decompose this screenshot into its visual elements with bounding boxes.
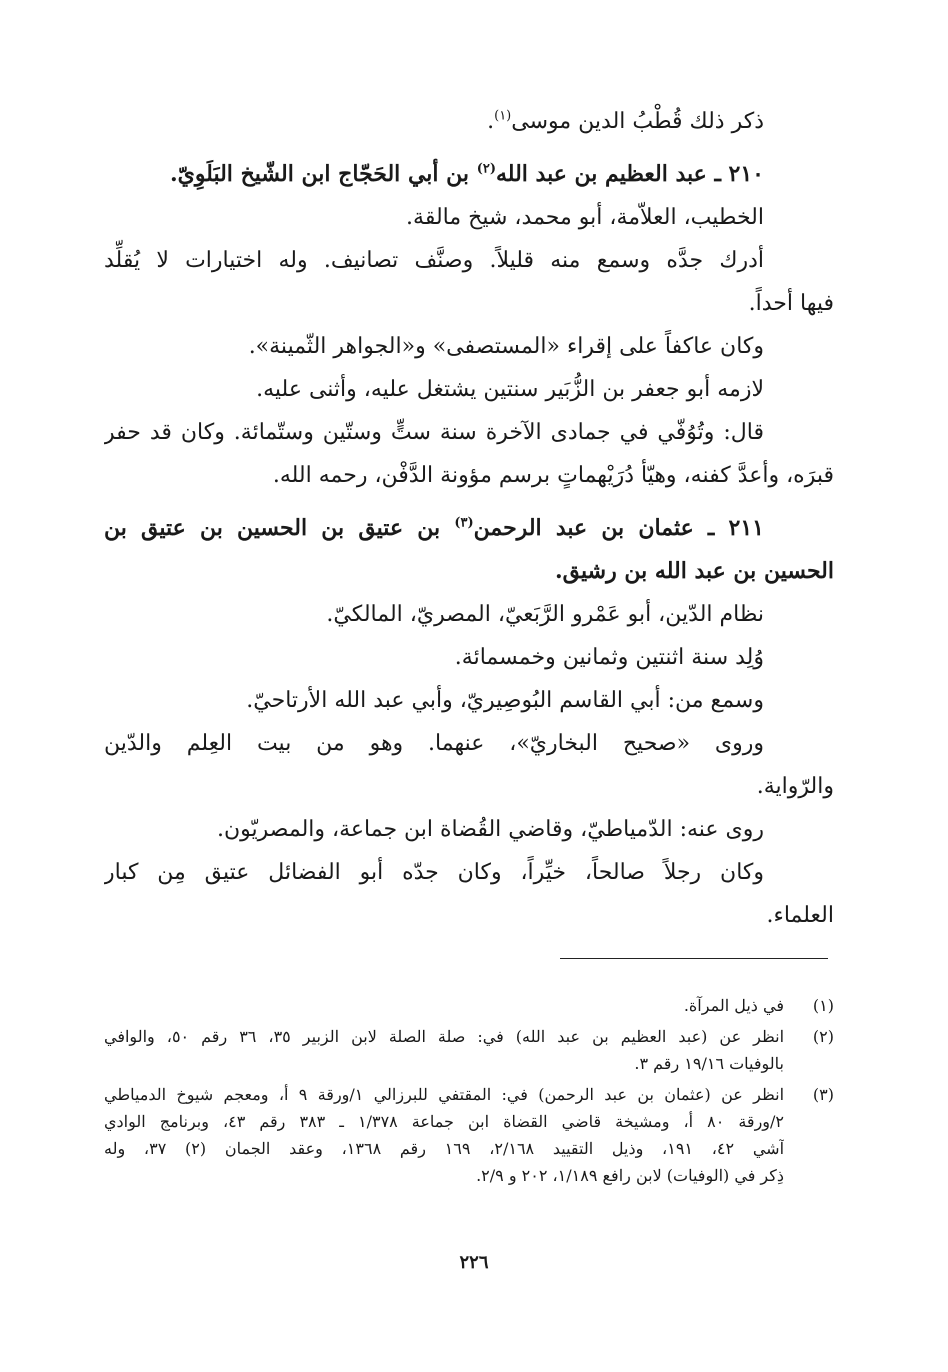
entry-211-title-rest: بن عتيق بن الحسين بن عتيق بن bbox=[104, 515, 455, 541]
intro-end: . bbox=[487, 109, 495, 134]
entry-210-line: وكان عاكفاً على إقراء «المستصفى» و«الجواهر الثّمينة». bbox=[248, 334, 764, 359]
entry-211-line: روى عنه: الدّمياطيّ، وقاضي القُضاة ابن جماعة، والمصريّون. bbox=[217, 817, 764, 842]
footnote-body bbox=[104, 1023, 784, 1077]
entry-211-title: ٢١١ ـ عثمان بن عبد الرحمن bbox=[473, 515, 764, 541]
footnote-mark-1: (١) bbox=[494, 108, 512, 124]
entry-210-line: قال: وتُوُفّي في جمادى الآخرة سنة ستٍّ وستّين وستّمائة. وكان قد حفر bbox=[104, 420, 764, 445]
entry-211-line: وُلِد سنة اثنتين وثمانين وخمسمائة. bbox=[454, 645, 764, 670]
entry-210-heading bbox=[104, 153, 834, 196]
entry-210-title: ٢١٠ ـ عبد العظيم بن عبد الله bbox=[496, 161, 764, 187]
entry-211-line: نظام الدّين، أبو عَمْرو الرَّبَعيّ، المصريّ، المالكيّ. bbox=[326, 602, 764, 627]
page-number: ٢٢٦ bbox=[459, 1252, 489, 1273]
footnote-mark-2: (٢) bbox=[476, 161, 496, 177]
entry-211-line: وسمع من: أبي القاسم البُوصِيريّ، وأبي عبد الله الأرتاحيّ. bbox=[246, 688, 764, 713]
footnote-number: (٢) bbox=[812, 1027, 834, 1046]
footnote-line: في ذيل المرآة. bbox=[683, 996, 784, 1015]
footnotes bbox=[104, 992, 834, 1193]
entry-211-line: والرّواية. bbox=[756, 774, 834, 799]
entry-210-line: الخطيب، العلاّمة، أبو محمد، شيخ مالقة. bbox=[406, 205, 764, 230]
entry-210-line: فيها أحداً. bbox=[748, 291, 834, 316]
footnote-line: ذِكر في (الوفيات) لابن رافع ١/١٨٩، ٢٠٢ و ٢/٩. bbox=[476, 1166, 784, 1185]
footnote-1 bbox=[104, 992, 834, 1019]
entry-210-title-rest: بن أبي الحَجّاج ابن الشّيخ البَلَوِيّ. bbox=[169, 161, 477, 187]
footnote-line: انظر عن (عبد العظيم بن عبد الله) في: صلة الصلة لابن الزبير ٣٥، ٣٦ رقم ٥٠، والوافي bbox=[104, 1027, 784, 1046]
entry-211-heading-line2: الحسين بن عبد الله بن رشيق. bbox=[555, 558, 834, 584]
entry-211-line: العلماء. bbox=[766, 903, 834, 928]
footnote-line: ٢/ورقة ٨٠ أ، ومشيخة قاضي القضاة ابن جماعة ١/٣٧٨ ـ ٣٨٣ رقم ٤٣، وبرنامج الوادي bbox=[104, 1112, 784, 1131]
intro-text: ذكر ذلك قُطْبُ الدين موسى bbox=[511, 109, 764, 134]
entry-210-line: لازمه أبو جعفر بن الزُّبَير سنتين يشتغل عليه، وأثنى عليه. bbox=[256, 377, 764, 402]
footnote-line: بالوفيات ١٩/١٦ رقم ٣. bbox=[634, 1054, 784, 1073]
footnote-2 bbox=[104, 1023, 834, 1077]
footnote-3 bbox=[104, 1081, 834, 1189]
main-text bbox=[104, 100, 834, 937]
footnote-mark-3: (٣) bbox=[454, 515, 474, 531]
footnote-number: (٣) bbox=[812, 1085, 834, 1104]
intro-line bbox=[104, 100, 834, 143]
footnote-line: انظر عن (عثمان بن عبد الرحمن) في: المقتفي للبرزالي ١/ورقة ٩ أ، ومعجم شيوخ الدمياطي bbox=[104, 1085, 784, 1104]
entry-210-line: أدرك جدَّه وسمع منه قليلاً. وصنَّف تصانيف. وله اختيارات لا يُقلِّد bbox=[104, 248, 764, 273]
entry-211-heading bbox=[104, 507, 834, 550]
entry-210-line: قبرَه، وأعدَّ كفنه، وهيّأ دُرَيْهماتٍ برسم مؤونة الدَّفْن، رحمه الله. bbox=[272, 463, 834, 488]
footnote-body bbox=[104, 1081, 784, 1189]
entry-211-line: وكان رجلاً صالحاً، خيِّراً، وكان جدّه أبو الفضائل عتيق مِن كبار bbox=[104, 860, 764, 885]
entry-211-line: وروى «صحيح البخاريّ»، عنهما. وهو من بيت العِلم والدّين bbox=[104, 731, 764, 756]
footnote-line: آشي ٤٢، ١٩١، وذيل التقييد ٢/١٦٨، ١٦٩ رقم ١٣٦٨، وعقد الجمان (٢) ٣٧، وله bbox=[104, 1139, 784, 1158]
footnote-body bbox=[104, 992, 784, 1019]
footnote-number: (١) bbox=[812, 996, 834, 1015]
footnote-separator bbox=[560, 958, 828, 959]
